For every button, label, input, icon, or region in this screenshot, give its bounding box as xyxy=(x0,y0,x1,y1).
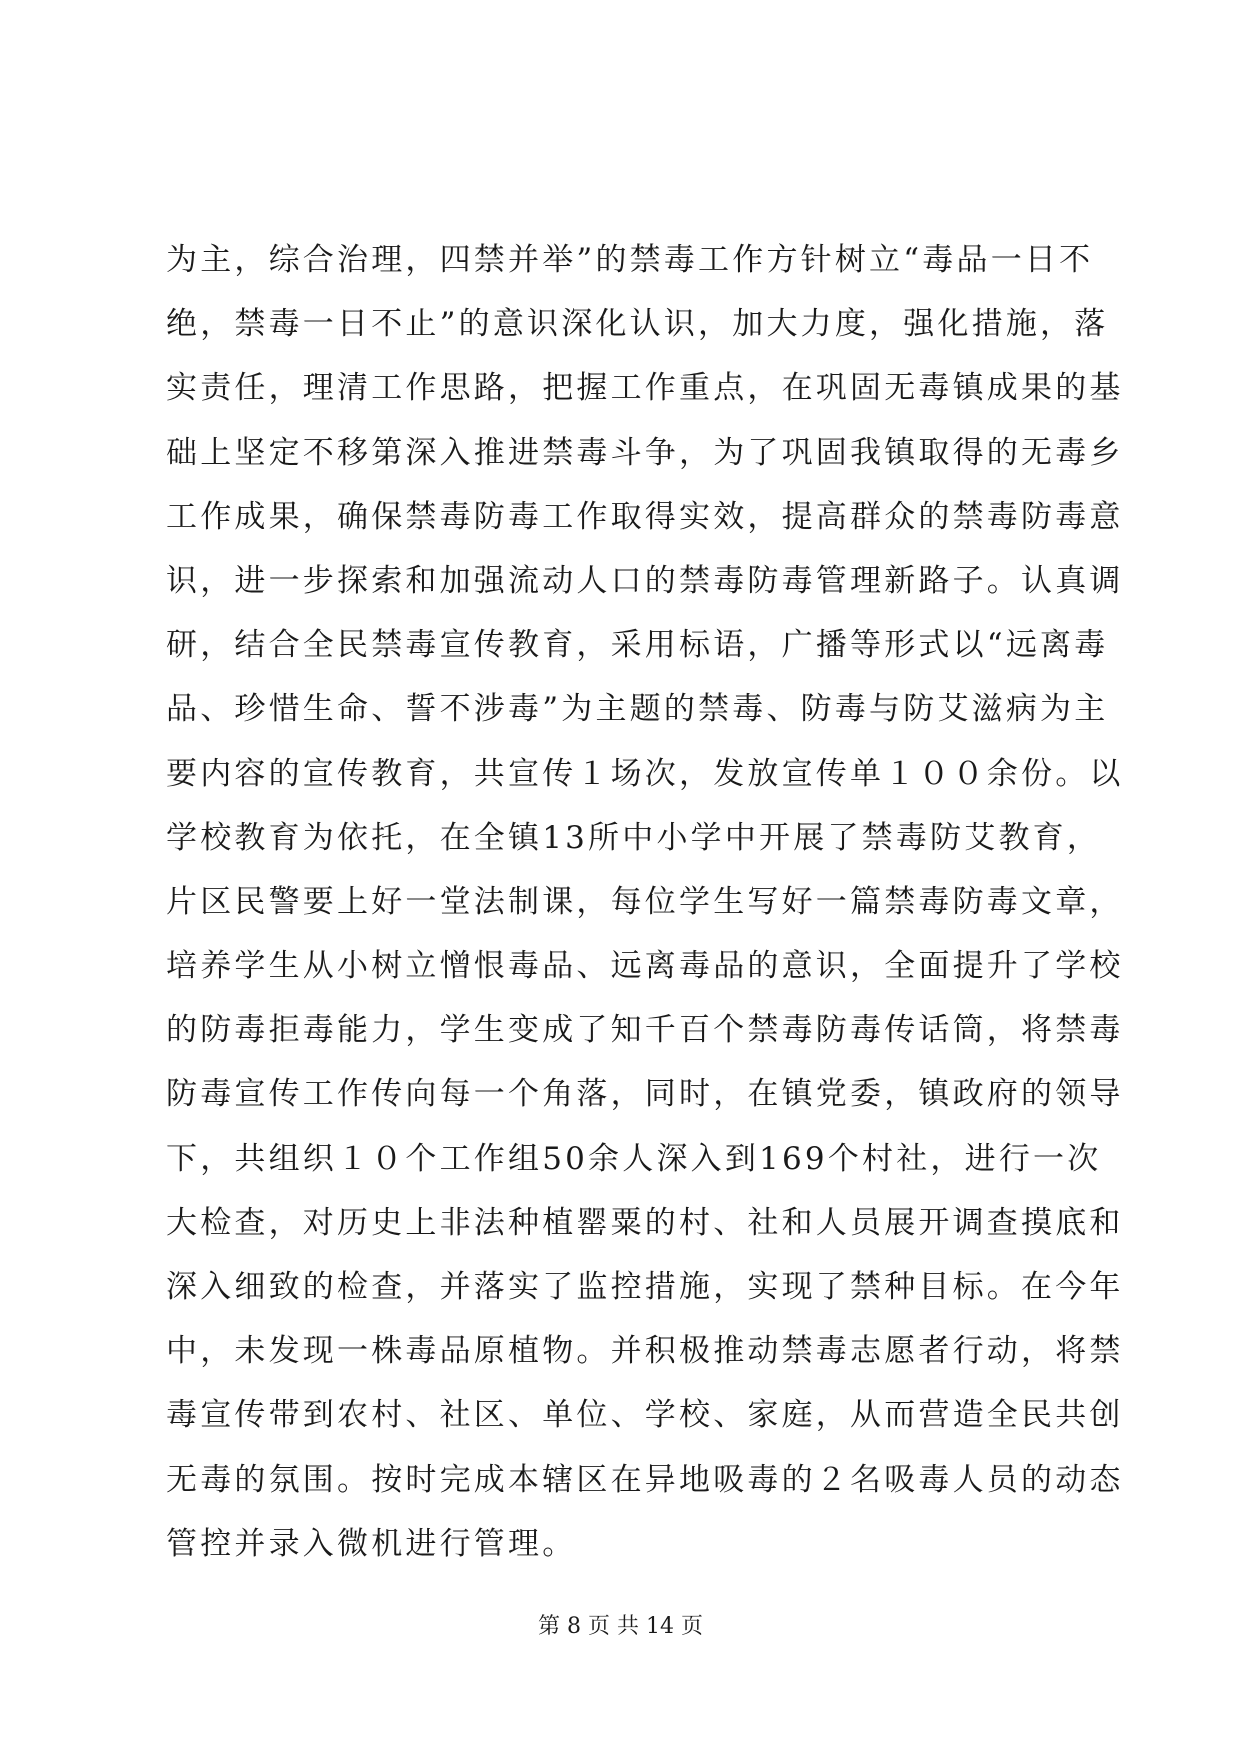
text-line: 学校教育为依托，在全镇13所中小学中开展了禁毒防艾教育， xyxy=(166,819,1102,856)
text-line: 的防毒拒毒能力，学生变成了知千百个禁毒防毒传话筒，将禁毒 xyxy=(166,1012,1124,1049)
text-line: 下，共组织１０个工作组50余人深入到169个村社，进行一次 xyxy=(166,1140,1102,1177)
text-line: 识，进一步探索和加强流动人口的禁毒防毒管理新路子。认真调 xyxy=(166,562,1124,599)
text-line: 防毒宣传工作传向每一个角落，同时，在镇党委，镇政府的领导 xyxy=(166,1076,1124,1113)
text-line: 绝，禁毒一日不止”的意识深化认识，加大力度，强化措施，落 xyxy=(166,306,1109,343)
text-line: 研，结合全民禁毒宣传教育，采用标语，广播等形式以“远离毒 xyxy=(166,627,1109,664)
text-line: 毒宣传带到农村、社区、单位、学校、家庭，从而营造全民共创 xyxy=(166,1397,1124,1434)
text-line: 工作成果，确保禁毒防毒工作取得实效，提高群众的禁毒防毒意 xyxy=(166,498,1124,535)
text-line: 中，未发现一株毒品原植物。并积极推动禁毒志愿者行动，将禁 xyxy=(166,1333,1124,1370)
text-line: 为主，综合治理，四禁并举”的禁毒工作方针树立“毒品一日不 xyxy=(166,242,1094,278)
page-number-label: 第 8 页 共 14 页 xyxy=(538,1614,703,1639)
text-line: 片区民警要上好一堂法制课，每位学生写好一篇禁毒防毒文章， xyxy=(166,883,1124,920)
text-line: 品、珍惜生命、誓不涉毒”为主题的禁毒、防毒与防艾滋病为主 xyxy=(166,691,1109,728)
text-line: 础上坚定不移第深入推进禁毒斗争，为了巩固我镇取得的无毒乡 xyxy=(166,434,1124,471)
page-footer xyxy=(0,1612,1241,1642)
text-line: 要内容的宣传教育，共宣传１场次，发放宣传单１００余份。以 xyxy=(166,755,1124,792)
text-line: 无毒的氛围。按时完成本辖区在异地吸毒的２名吸毒人员的动态 xyxy=(166,1461,1124,1498)
body-paragraph xyxy=(166,228,1124,1576)
text-line: 管控并录入微机进行管理。 xyxy=(166,1525,577,1562)
text-line: 实责任，理清工作思路，把握工作重点，在巩固无毒镇成果的基 xyxy=(166,370,1124,407)
text-line: 培养学生从小树立憎恨毒品、远离毒品的意识，全面提升了学校 xyxy=(166,948,1124,985)
text-line: 深入细致的检查，并落实了监控措施，实现了禁种目标。在今年 xyxy=(166,1269,1124,1305)
text-line: 大检查，对历史上非法种植罂粟的村、社和人员展开调查摸底和 xyxy=(166,1204,1124,1241)
